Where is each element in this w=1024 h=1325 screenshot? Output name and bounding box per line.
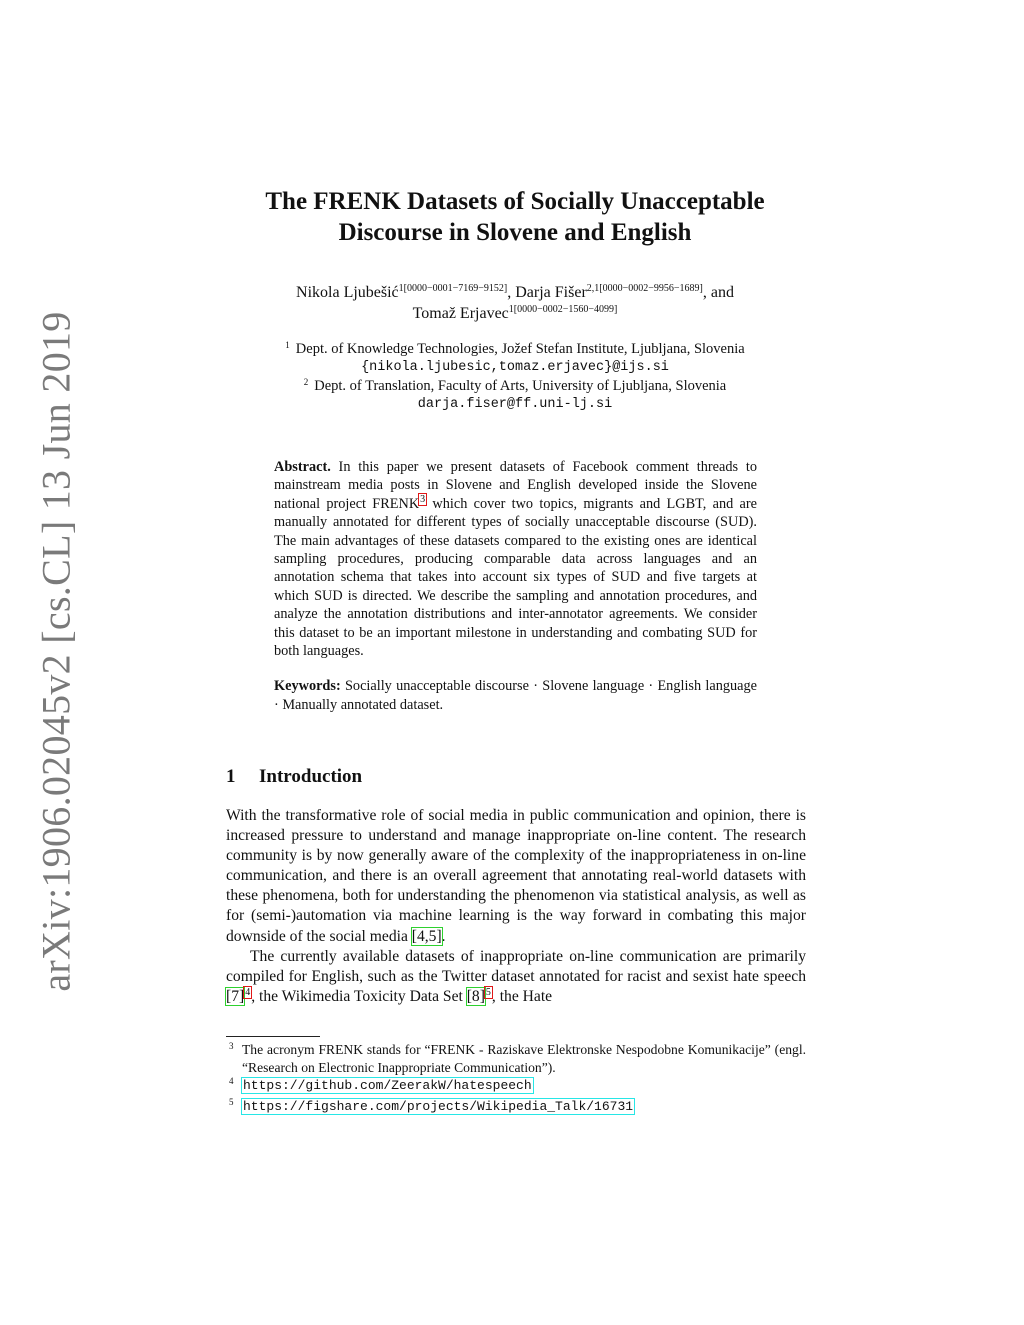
body-text-run: , the Wikimedia Toxicity Data Set: [251, 987, 467, 1005]
authors-line-2: [200, 303, 830, 324]
footnote-3: [226, 1041, 806, 1076]
affiliation-text: Dept. of Knowledge Technologies, Jožef Stefan Institute, Ljubljana, Slovenia: [295, 341, 745, 357]
author-orcid: 1[0000−0001−7169−9152]: [398, 283, 508, 294]
affiliation-1-email: {nikola.ljubesic,tomaz.erjavec}@ijs.si: [361, 359, 669, 375]
footnote-mark: 3: [229, 1041, 234, 1051]
authors-line-1: [200, 282, 830, 303]
citation-link[interactable]: [8]: [466, 987, 485, 1005]
author-orcid: 2,1[0000−0002−9956−1689]: [586, 283, 703, 294]
keywords-label: Keywords:: [274, 678, 341, 695]
abstract-label: Abstract.: [274, 459, 331, 475]
footnote-ref-3[interactable]: 3: [420, 493, 426, 505]
footnote-5: [226, 1097, 806, 1116]
affiliation-2: [200, 377, 830, 396]
author-list: [200, 282, 830, 324]
author-name: Nikola Ljubešić: [296, 284, 399, 301]
body-text-run: , the Hate: [491, 987, 553, 1005]
section-heading: [226, 766, 362, 788]
abstract-paragraph: [274, 458, 757, 660]
abstract-text: In this paper we present datasets of Facebook comment threads to mainstream media posts in Slovene and English developed inside the Slovene national project FRENK: [274, 459, 757, 512]
body-text-run: With the transformative role of social media in public communication and opinion, there is increased pressure to understand and manage inappropriate on-line content. The research community is by now generally aware of the complexity of the inappropriateness in on-line communication, and there is an overall agreement that annotating real-world datasets with these phenomena, both for understanding the phenomenon via statistical analysis, as well as for (semi-)automation via machine learning is the way forward in combating this major downside of the social media: [226, 807, 806, 945]
footnote-ref-4[interactable]: 4: [245, 986, 251, 998]
keywords-paragraph: [274, 677, 757, 714]
body-paragraph-2: [226, 947, 806, 1007]
section-number: 1: [226, 766, 236, 787]
body-text: [226, 806, 806, 1007]
section-title: Introduction: [259, 766, 363, 787]
footnote-url-link[interactable]: https://figshare.com/projects/Wikipedia_Talk/16731: [243, 1098, 634, 1114]
footnote-4: [226, 1076, 806, 1095]
arxiv-side-stamp: [20, 310, 92, 992]
author-separator: , and: [702, 284, 734, 301]
title-line-2: Discourse in Slovene and English: [338, 219, 692, 246]
abstract-text: which cover two topics, migrants and LGBT, and are manually annotated for different types of socially unacceptable discourse (SUD). The main advantages of these datasets compared to the existing ones are identical sampling procedures, producing comparable data across languages and an annotation schema that takes into account six types of SUD and five targets at which SUD is directed. We describe the sampling and annotation procedures, and analyze the annotation distributions and inter-annotator agreements. We consider this dataset to be an important milestone in understanding and combating SUD for both languages.: [274, 495, 758, 660]
keywords-text: Socially unacceptable discourse · Slovene language · English language · Manually annotated dataset.: [274, 678, 757, 713]
author-separator: ,: [507, 284, 516, 301]
affiliation-text: Dept. of Translation, Faculty of Arts, University of Ljubljana, Slovenia: [314, 378, 727, 394]
footnote-url-link[interactable]: https://github.com/ZeerakW/hatespeech: [243, 1078, 532, 1093]
citation-link[interactable]: [7]: [226, 987, 245, 1005]
footnote-text: The acronym FRENK stands for “FRENK - Raziskave Elektronske Nespodobne Komunikacije” (engl. “Research on Electronic Inappropriate Communication”).: [242, 1042, 806, 1075]
affiliation-mark: 1: [285, 340, 290, 350]
footnotes: [226, 1041, 806, 1115]
citation-link[interactable]: [4,5]: [411, 927, 442, 945]
footnote-mark: 4: [229, 1076, 234, 1086]
arxiv-identifier: arXiv:1906.02045v2 [cs.CL] 13 Jun 2019: [33, 310, 79, 992]
author-orcid: 1[0000−0002−1560−4099]: [508, 304, 618, 315]
body-text-run: The currently available datasets of inappropriate on-line communication are primarily compiled for English, such as the Twitter dataset annotated for racist and sexist hate speech: [226, 947, 806, 985]
affiliations: [200, 340, 830, 414]
paper-title: [200, 186, 830, 248]
footnote-divider: [226, 1036, 320, 1037]
affiliation-2-email: darja.fiser@ff.uni-lj.si: [417, 396, 613, 412]
affiliation-mark: 2: [303, 377, 309, 387]
body-text-run: .: [441, 927, 446, 945]
author-name: Darja Fišer: [515, 284, 587, 301]
affiliation-1: [200, 340, 830, 359]
author-name: Tomaž Erjavec: [412, 305, 509, 322]
abstract-block: [274, 458, 757, 714]
footnote-mark: 5: [229, 1096, 234, 1107]
title-line-1: The FRENK Datasets of Socially Unacceptable: [265, 188, 765, 215]
body-paragraph-1: [226, 806, 806, 947]
footnote-ref-5[interactable]: 5: [485, 986, 491, 998]
